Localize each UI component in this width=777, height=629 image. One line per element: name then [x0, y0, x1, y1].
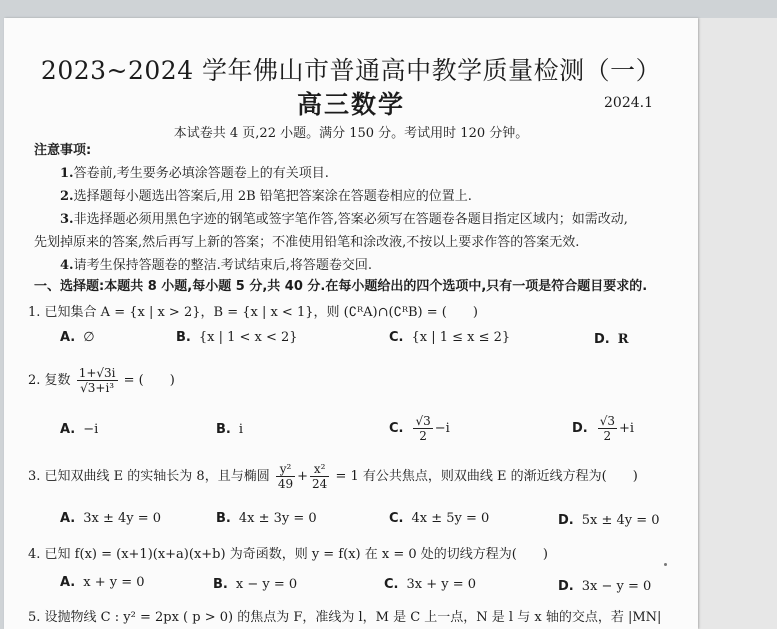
exam-date: 2024.1 — [604, 95, 653, 111]
question-5: 5. 设抛物线 C : y² = 2px ( p > 0) 的焦点为 F，准线为 l，M 是 C 上一点，N 是 l 与 x 轴的交点，若 |MN| — [28, 610, 662, 625]
option-2c: C. $\frac{√3}{2}$ −i — [389, 414, 450, 443]
notes-heading: 注意事项: — [34, 143, 92, 158]
option-4c: C. 3x + y = 0 — [384, 577, 477, 592]
option-2d: D. $\frac{√3}{2}$ +i — [572, 414, 635, 443]
fraction: $\frac{\text{x²}}{24}$ — [312, 462, 328, 491]
option-2b: B. i — [216, 422, 244, 437]
option-3a: A. 3x ± 4y = 0 — [60, 511, 162, 526]
section-heading: 一、选择题:本题共 8 小题,每小题 5 分,共 40 分.在每小题给出的四个选项中,只有一项是符合题目要求的. — [34, 279, 648, 294]
fraction: $\frac{√3}{2}$ — [599, 414, 616, 443]
option-3d: D. 5x ± 4y = 0 — [558, 513, 660, 528]
note-item: 4.请考生保持答题卷的整洁.考试结束后,将答题卷交回. — [60, 258, 372, 273]
option-2a: A. −i — [60, 422, 99, 437]
note-item: 1.答卷前,考生要务必填涂答题卷上的有关项目. — [60, 166, 329, 181]
exam-subject: 高三数学 — [296, 90, 405, 119]
note-item: 3.非选择题必须用黑色字迹的钢笔或签字笔作答,答案必须写在答题卷各题目指定区域内；如需改动, — [60, 212, 628, 227]
question-4: 4. 已知 f(x) = (x+1)(x+a)(x+b) 为奇函数，则 y = f(x) 在 x = 0 处的切线方程为( ) — [28, 547, 548, 562]
option-4a: A. x + y = 0 — [60, 575, 145, 590]
option-1b: B. {x | 1 < x < 2} — [176, 330, 298, 345]
question-1: 1. 已知集合 A = {x | x > 2}，B = {x | x < 1}，则 (∁ᴿA)∩(∁ᴿB) = ( ) — [28, 305, 478, 320]
question-3: 3. 已知双曲线 E 的实轴长为 8，且与椭圆 $\frac{\text{y²}}{49}$ + $\frac{\text{x²}}{24}$ = 1 有公共焦点，则双曲线 E 的渐近线方程为( ) — [28, 462, 638, 491]
option-3c: C. 4x ± 5y = 0 — [389, 511, 490, 526]
fraction: $\frac{√3}{2}$ — [415, 414, 431, 443]
question-2: 2. 复数 $\frac{1+√3i}{\text{√3+i³}}$ = ( ) — [28, 366, 175, 395]
exam-page — [4, 18, 698, 629]
option-4d: D. 3x − y = 0 — [558, 579, 652, 594]
note-item: 2.选择题每小题选出答案后,用 2B 铅笔把答案涂在答题卷相应的位置上. — [60, 189, 472, 204]
exam-title: 2023~2024 学年佛山市普通高中教学质量检测（一） — [40, 56, 662, 85]
scan-mark — [664, 563, 667, 566]
option-1c: C. {x | 1 ≤ x ≤ 2} — [389, 330, 511, 345]
exam-info: 本试卷共 4 页,22 小题。满分 150 分。考试用时 120 分钟。 — [173, 126, 529, 141]
option-1d: D. R — [594, 332, 629, 347]
fraction: $\frac{\text{y²}}{49}$ — [277, 462, 294, 491]
note-item-continued: 先划掉原来的答案,然后再写上新的答案；不准使用铅笔和涂改液,不按以上要求作答的答案无效. — [34, 235, 580, 250]
option-1a: A. ∅ — [60, 330, 95, 345]
option-4b: B. x − y = 0 — [213, 577, 298, 592]
option-3b: B. 4x ± 3y = 0 — [216, 511, 317, 526]
fraction: $\frac{1+√3i}{\text{√3+i³}}$ — [78, 366, 116, 395]
